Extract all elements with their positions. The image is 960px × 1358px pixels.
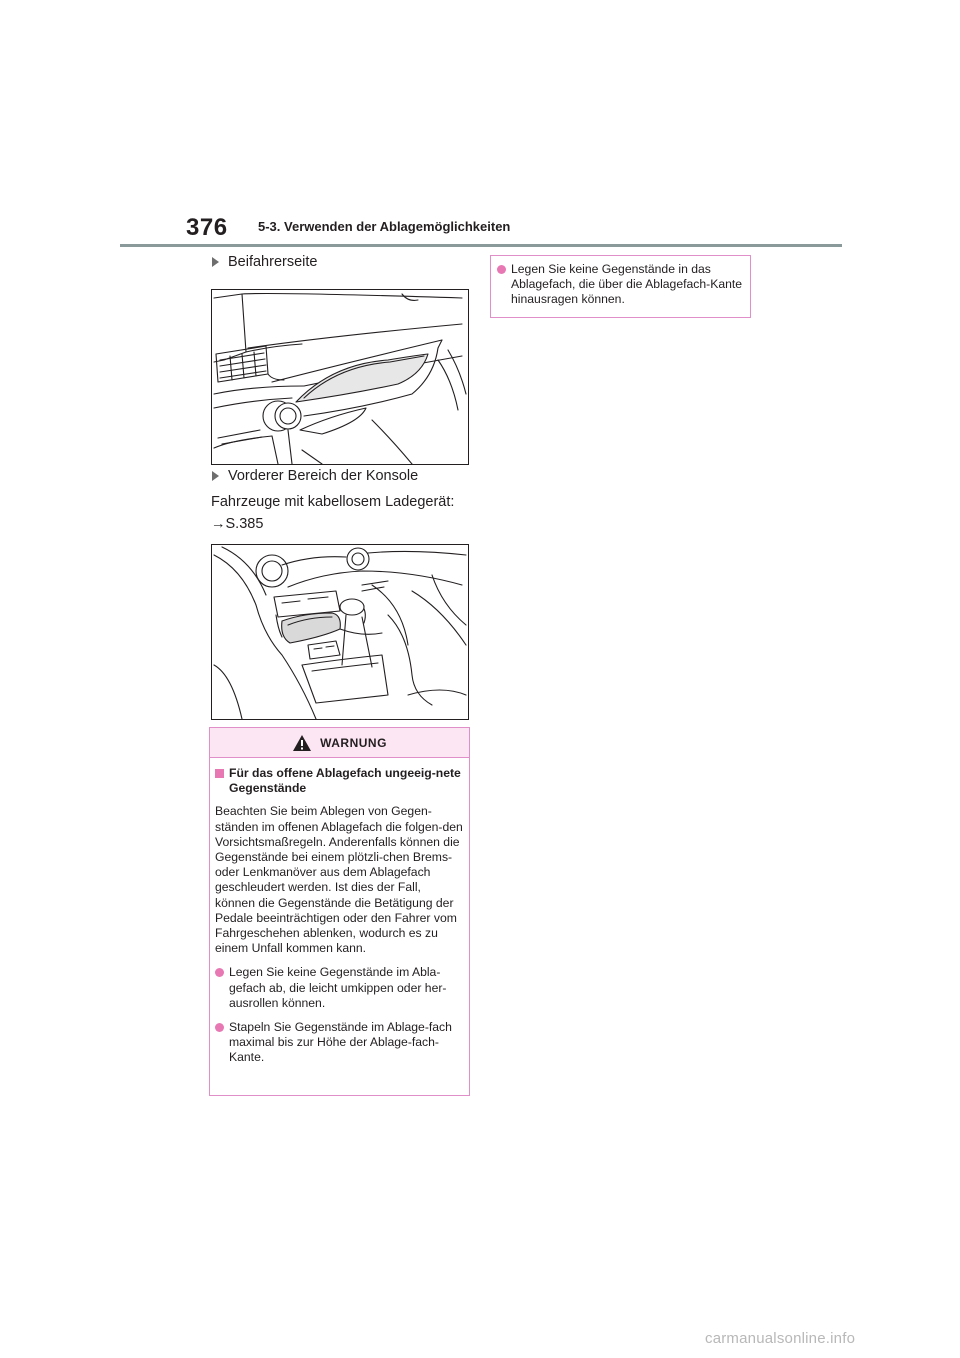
warning-box xyxy=(209,727,470,1096)
circle-bullet-icon xyxy=(215,968,224,977)
subhead-console-label: Vorderer Bereich der Konsole xyxy=(228,468,419,484)
page-reference: →S.385 xyxy=(211,516,264,532)
warning-bullet xyxy=(215,965,463,1011)
warning-header xyxy=(210,728,469,758)
warning-heading-text: Für das offene Ablagefach ungeeig-nete Gegenstände xyxy=(229,766,461,796)
note-bullet-text: Legen Sie keine Gegenstände in das Ablagefach, die über die Ablagefach-Kante hinausragen können. xyxy=(511,262,743,307)
warning-triangle-icon xyxy=(292,734,312,752)
subhead-passenger-side xyxy=(212,254,317,270)
section-title: 5-3. Verwenden der Ablagemöglichkeiten xyxy=(258,219,511,234)
subhead-console-front xyxy=(212,468,418,484)
square-bullet-icon xyxy=(215,769,224,778)
subhead-passenger-label: Beifahrerseite xyxy=(228,254,318,270)
warning-heading xyxy=(215,766,463,796)
circle-bullet-icon xyxy=(215,1023,224,1032)
triangle-bullet-icon xyxy=(212,257,219,267)
warning-bullet xyxy=(215,1020,463,1066)
wireless-charger-text: Fahrzeuge mit kabellosem Ladegerät: xyxy=(211,494,455,510)
warning-paragraph: Beachten Sie beim Ablegen von Gegen-ständen im offenen Ablagefach die folgen-den Vorsichtsmaßregeln. Anderenfalls können die Gegenstände bei einem plötzli-chen Brems- oder Lenkmanöver aus dem Ablagefach geschleudert werden. Ist dies der Fall, können die Gegenstände die Betätigung der Pedale beeinträchtigen oder den Fahrer vom Fahrgeschehen ablenken, wodurch es zu einem Unfall kommen kann. xyxy=(215,804,463,956)
triangle-bullet-icon xyxy=(212,471,219,481)
warning-bullet-text: Legen Sie keine Gegenstände im Abla-gefach ab, die leicht umkippen oder her-ausrollen können. xyxy=(229,965,447,1010)
page-number: 376 xyxy=(186,214,228,241)
warning-body xyxy=(210,758,469,1066)
warning-bullet-text: Stapeln Sie Gegenstände im Ablage-fach maximal bis zur Höhe der Ablage-fach-Kante. xyxy=(229,1020,452,1065)
note-bullet xyxy=(497,262,744,308)
passenger-tray-illustration xyxy=(211,289,469,465)
note-box xyxy=(490,255,751,318)
console-tray-illustration xyxy=(211,544,469,720)
circle-bullet-icon xyxy=(497,265,506,274)
warning-title: WARNUNG xyxy=(320,735,387,750)
footer-watermark: carmanualsonline.info xyxy=(705,1330,856,1347)
header-rule xyxy=(120,244,842,247)
